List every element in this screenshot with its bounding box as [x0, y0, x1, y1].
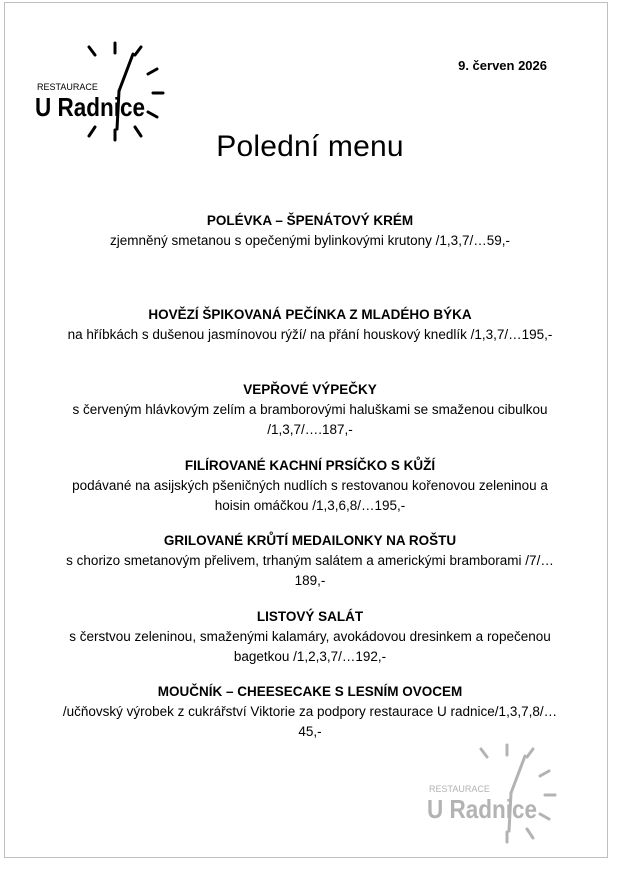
restaurant-logo-watermark [425, 741, 565, 846]
menu-item-name: LISTOVÝ SALÁT [256, 609, 364, 624]
menu-item-name: VEPŘOVÉ VÝPEČKY [243, 382, 377, 397]
page-title: Polední menu [216, 130, 404, 163]
menu-item-name: POLÉVKA – ŠPENÁTOVÝ KRÉM [206, 213, 414, 228]
clock-icon [33, 39, 173, 144]
menu-item [55, 211, 565, 251]
menu-item-description: zjemněný smetanou s opečenými bylinkovými krutony /1,3,7/…59,- [110, 233, 510, 248]
restaurant-logo [33, 39, 173, 144]
svg-text:RESTAURACE: RESTAURACE [429, 784, 490, 794]
menu-item-description: podávané na asijských pšeničných nudlích s restovanou kořenovou zeleninou a hoisin omáčkou /1,3,6,8/…195,- [72, 478, 548, 513]
menu-item [55, 607, 565, 667]
menu-item-name: GRILOVANÉ KRŮTÍ MEDAILONKY NA ROŠTU [163, 533, 457, 548]
menu-item [55, 305, 565, 345]
svg-text:U Radnice: U Radnice [35, 92, 145, 122]
menu-item [55, 380, 565, 440]
menu-item-description: s čerstvou zeleninou, smaženými kalamáry, avokádovou dresinkem a ropečenou bagetkou /1,2,3,7/…192,- [69, 629, 551, 664]
svg-text:RESTAURACE: RESTAURACE [37, 82, 98, 92]
menu-item-description: s chorizo smetanovým přelivem, trhaným salátem a americkými bramborami /7/…189,- [66, 553, 554, 588]
menu-item-description: na hříbkách s dušenou jasmínovou rýží/ na přání houskový knedlík /1,3,7/…195,- [67, 327, 553, 342]
menu-item [55, 531, 565, 591]
menu-item-name: FILÍROVANÉ KACHNÍ PRSÍČKO S KŮŽÍ [184, 458, 436, 473]
menu-date: 9. červen 2026 [458, 58, 547, 73]
menu-item-name: HOVĚZÍ ŠPIKOVANÁ PEČÍNKA Z MLADÉHO BÝKA [148, 307, 472, 322]
menu-page [4, 2, 608, 858]
menu-item [55, 456, 565, 516]
menu-item-description: s červeným hlávkovým zelím a bramborovými haluškami se smaženou cibulkou /1,3,7/….187,- [72, 402, 548, 437]
menu-item-description: /učňovský výrobek z cukrářství Viktorie za podpory restaurace U radnice/1,3,7,8/…45,- [62, 704, 558, 739]
clock-watermark-icon [425, 741, 565, 846]
menu-item [55, 682, 565, 742]
svg-text:U Radnice: U Radnice [427, 794, 537, 824]
menu-item-name: MOUČNÍK – CHEESECAKE S LESNÍM OVOCEM [157, 684, 463, 699]
